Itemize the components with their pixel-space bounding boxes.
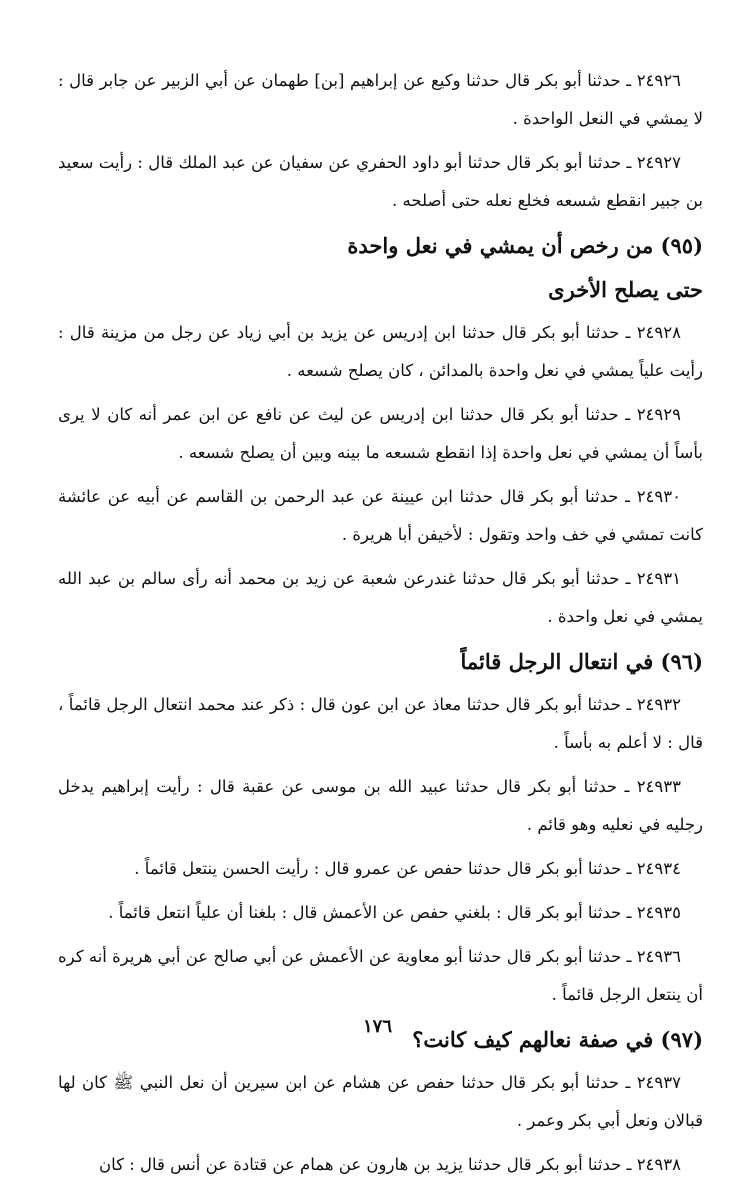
hadith-24933: ٢٤٩٣٣ ـ حدثنا أبو بكر قال حدثنا عبيد الله بن موسى عن عقبة قال : رأيت إبراهيم يدخل رجليه في نعليه وهو قائم . [58, 777, 703, 834]
chapter-95-title: (٩٥) من رخص أن يمشي في نعل واحدة [347, 233, 703, 258]
hadith-24938: ٢٤٩٣٨ ـ حدثنا أبو بكر قال حدثنا يزيد بن هارون عن همام عن قتادة عن أنس قال : كان [98, 1155, 681, 1174]
hadith-24928: ٢٤٩٢٨ ـ حدثنا أبو بكر قال حدثنا ابن إدريس عن يزيد بن أبي زياد عن رجل من مزينة قال : رأيت علياً يمشي في نعل واحدة بالمدائن ، كان يصلح شسعه . [58, 323, 703, 380]
hadith-24931: ٢٤٩٣١ ـ حدثنا أبو بكر قال حدثنا غندرعن شعبة عن زيد بن محمد أنه رأى سالم بن عبد الله يمشي في نعل واحدة . [58, 569, 703, 626]
hadith-24935: ٢٤٩٣٥ ـ حدثنا أبو بكر قال : بلغني حفص عن الأعمش قال : بلغنا أن علياً انتعل قائماً . [108, 903, 681, 922]
chapter-97-title: (٩٧) في صفة نعالهم كيف كانت؟ [412, 1027, 703, 1052]
page-number: ١٧٦ [362, 1016, 392, 1037]
hadith-24934: ٢٤٩٣٤ ـ حدثنا أبو بكر قال حدثنا حفص عن عمرو قال : رأيت الحسن ينتعل قائماً . [134, 859, 681, 878]
hadith-24929: ٢٤٩٢٩ ـ حدثنا أبو بكر قال حدثنا ابن إدريس عن ليث عن نافع عن ابن عمر أنه كان لا يرى بأساً أن يمشي في نعل واحدة إذا انقطع شسعه ما بينه وبين أن يصلح شسعه . [58, 405, 703, 462]
hadith-24927: ٢٤٩٢٧ ـ حدثنا أبو بكر قال حدثنا أبو داود الحفري عن سفيان عن عبد الملك قال : رأيت سعيد بن جبير انقطع شسعه فخلع نعله حتى أصلحه . [58, 153, 703, 210]
hadith-24936: ٢٤٩٣٦ ـ حدثنا أبو بكر قال حدثنا أبو معاوية عن الأعمش عن أبي صالح عن أبي هريرة أنه كره أن ينتعل الرجل قائماً . [58, 947, 703, 1004]
hadith-24926: ٢٤٩٢٦ ـ حدثنا أبو بكر قال حدثنا وكيع عن إبراهيم [بن] طهمان عن أبي الزبير عن جابر قال : لا يمشي في النعل الواحدة . [58, 71, 703, 128]
hadith-24930: ٢٤٩٣٠ ـ حدثنا أبو بكر قال حدثنا ابن عيينة عن عبد الرحمن بن القاسم عن أبيه عن عائشة كانت تمشي في خف واحد وتقول : لأخيفن أبا هريرة . [58, 487, 703, 544]
hadith-24932: ٢٤٩٣٢ ـ حدثنا أبو بكر قال حدثنا معاذ عن ابن عون قال : ذكر عند محمد انتعال الرجل قائماً ، قال : لا أعلم به بأساً . [58, 695, 703, 752]
chapter-95-subtitle: حتى يصلح الأخرى [548, 277, 703, 302]
hadith-24937: ٢٤٩٣٧ ـ حدثنا أبو بكر قال حدثنا حفص عن هشام عن ابن سيرين أن نعل النبي ﷺ كان لها قبالان ونعل أبي بكر وعمر . [58, 1073, 703, 1130]
chapter-96-title: (٩٦) في انتعال الرجل قائماً [460, 649, 703, 674]
